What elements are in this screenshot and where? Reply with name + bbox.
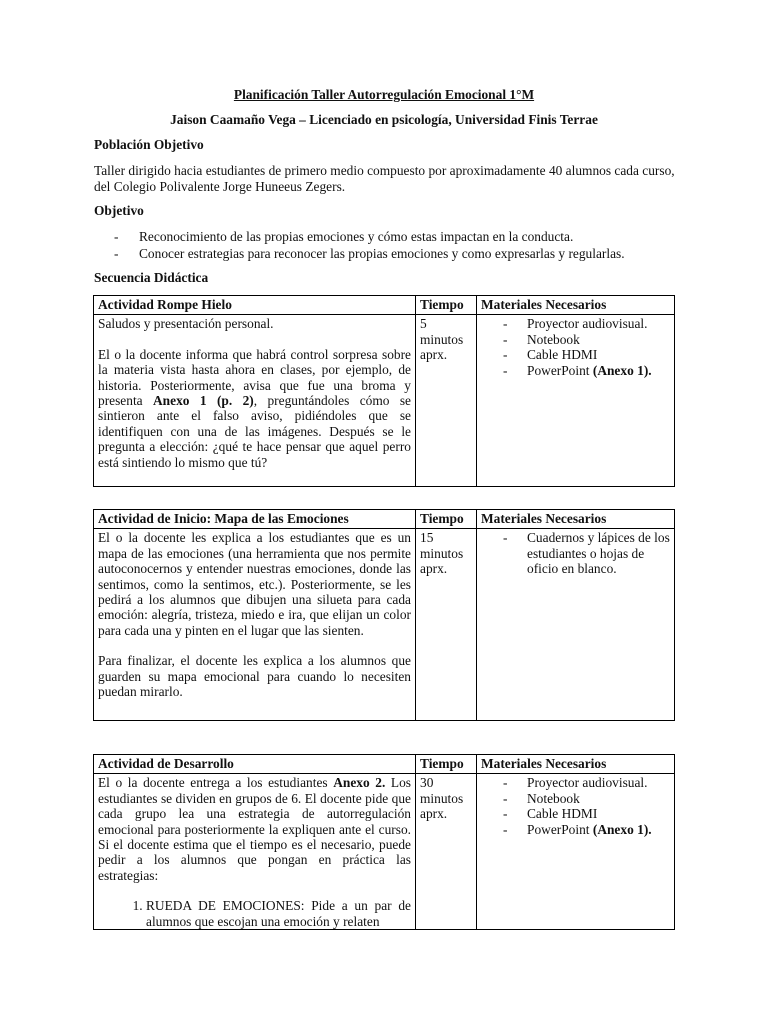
activity-table-rompe-hielo: [93, 295, 675, 487]
column-header-materials: Materiales Necesarios: [477, 755, 675, 774]
secuencia-heading: Secuencia Didáctica: [94, 270, 209, 285]
materials-list: [477, 774, 675, 930]
column-header-time: Tiempo: [416, 510, 477, 529]
column-header-materials: Materiales Necesarios: [477, 296, 675, 315]
materials-list: [477, 529, 675, 721]
activity-description: Saludos y presentación personal. El o la docente informa que habrá control sorpresa sobre la materia vista hasta ahora en clases, por ejemplo, de historia. Posteriormente, avisa que fue una broma y presenta Anexo 1 (p. 2), preguntándoles cómo se sintieron ante el falso aviso, pidiéndoles que se identifiquen con una de las imágenes. Después se le pregunta a elección: ¿qué te hace pensar que aquel perro está sintiendo lo mismo que tú?: [94, 315, 416, 487]
material-item: - Proyector audiovisual.: [503, 316, 670, 331]
poblacion-heading: Población Objetivo: [94, 137, 204, 152]
material-item: - Cable HDMI: [503, 806, 670, 821]
activity-time: 5 minutos aprx.: [416, 315, 477, 487]
column-header-materials: Materiales Necesarios: [477, 510, 675, 529]
activity-time: 30 minutos aprx.: [416, 774, 477, 930]
column-header-activity: Actividad Rompe Hielo: [94, 296, 416, 315]
poblacion-text: Taller dirigido hacia estudiantes de primero medio compuesto por aproximadamente 40 alumnos cada curso, del Colegio Polivalente Jorge Huneeus Zegers.: [94, 163, 675, 194]
column-header-time: Tiempo: [416, 296, 477, 315]
column-header-time: Tiempo: [416, 755, 477, 774]
material-item: - Cable HDMI: [503, 347, 670, 362]
activity-table-desarrollo: [93, 754, 675, 930]
column-header-activity: Actividad de Inicio: Mapa de las Emociones: [94, 510, 416, 529]
document-title: Planificación Taller Autorregulación Emocional 1°M: [233, 87, 535, 102]
strategy-item: 1. RUEDA DE EMOCIONES: Pide a un par de alumnos que escojan una emoción y relaten: [146, 898, 411, 929]
objetivo-heading: Objetivo: [94, 203, 144, 218]
column-header-activity: Actividad de Desarrollo: [94, 755, 416, 774]
activity-time: 15 minutos aprx.: [416, 529, 477, 721]
materials-list: [477, 315, 675, 487]
activity-description: El o la docente les explica a los estudiantes que es un mapa de las emociones (una herramienta que nos permite autoconocernos y entender nuestras emociones, donde las sentimos, como la sentimos, etc.). Posteriormente, se les pedirá a los alumnos que dibujen una silueta para cada emoción: alegría, tristeza, miedo e ira, que elijan un color para cada una y pinten en el lugar que las sienten. Para finalizar, el docente les explica a los alumnos que guarden su mapa emocional para cuando lo necesiten puedan mirarlo.: [94, 529, 416, 721]
material-item: - Notebook: [503, 791, 670, 806]
activity-table-inicio: [93, 509, 675, 721]
objetivo-item: - Conocer estrategias para reconocer las propias emociones y como expresarlas y regularlas.: [114, 246, 625, 261]
author-line: Jaison Caamaño Vega – Licenciado en psicología, Universidad Finis Terrae: [170, 112, 598, 127]
material-item: - PowerPoint (Anexo 1).: [503, 363, 670, 378]
material-item: - Notebook: [503, 332, 670, 347]
material-item: - PowerPoint (Anexo 1).: [503, 822, 670, 837]
material-item: - Proyector audiovisual.: [503, 775, 670, 790]
objetivo-item: - Reconocimiento de las propias emociones y cómo estas impactan en la conducta.: [114, 229, 574, 244]
material-item: - Cuadernos y lápices de los estudiantes o hojas de oficio en blanco.: [503, 530, 670, 576]
activity-description: El o la docente entrega a los estudiantes Anexo 2. Los estudiantes se dividen en grupos de 6. El docente pide que cada grupo lea una estrategia de autorregulación emocional para posteriormente la expliquen ante el curso. Si el docente estima que el tiempo es el necesario, puede pedir a los alumnos que pongan en práctica las estrategias: 1. RUEDA DE EMOCIONES: Pide a un par de alumnos que escojan una emoción y relaten: [94, 774, 416, 930]
